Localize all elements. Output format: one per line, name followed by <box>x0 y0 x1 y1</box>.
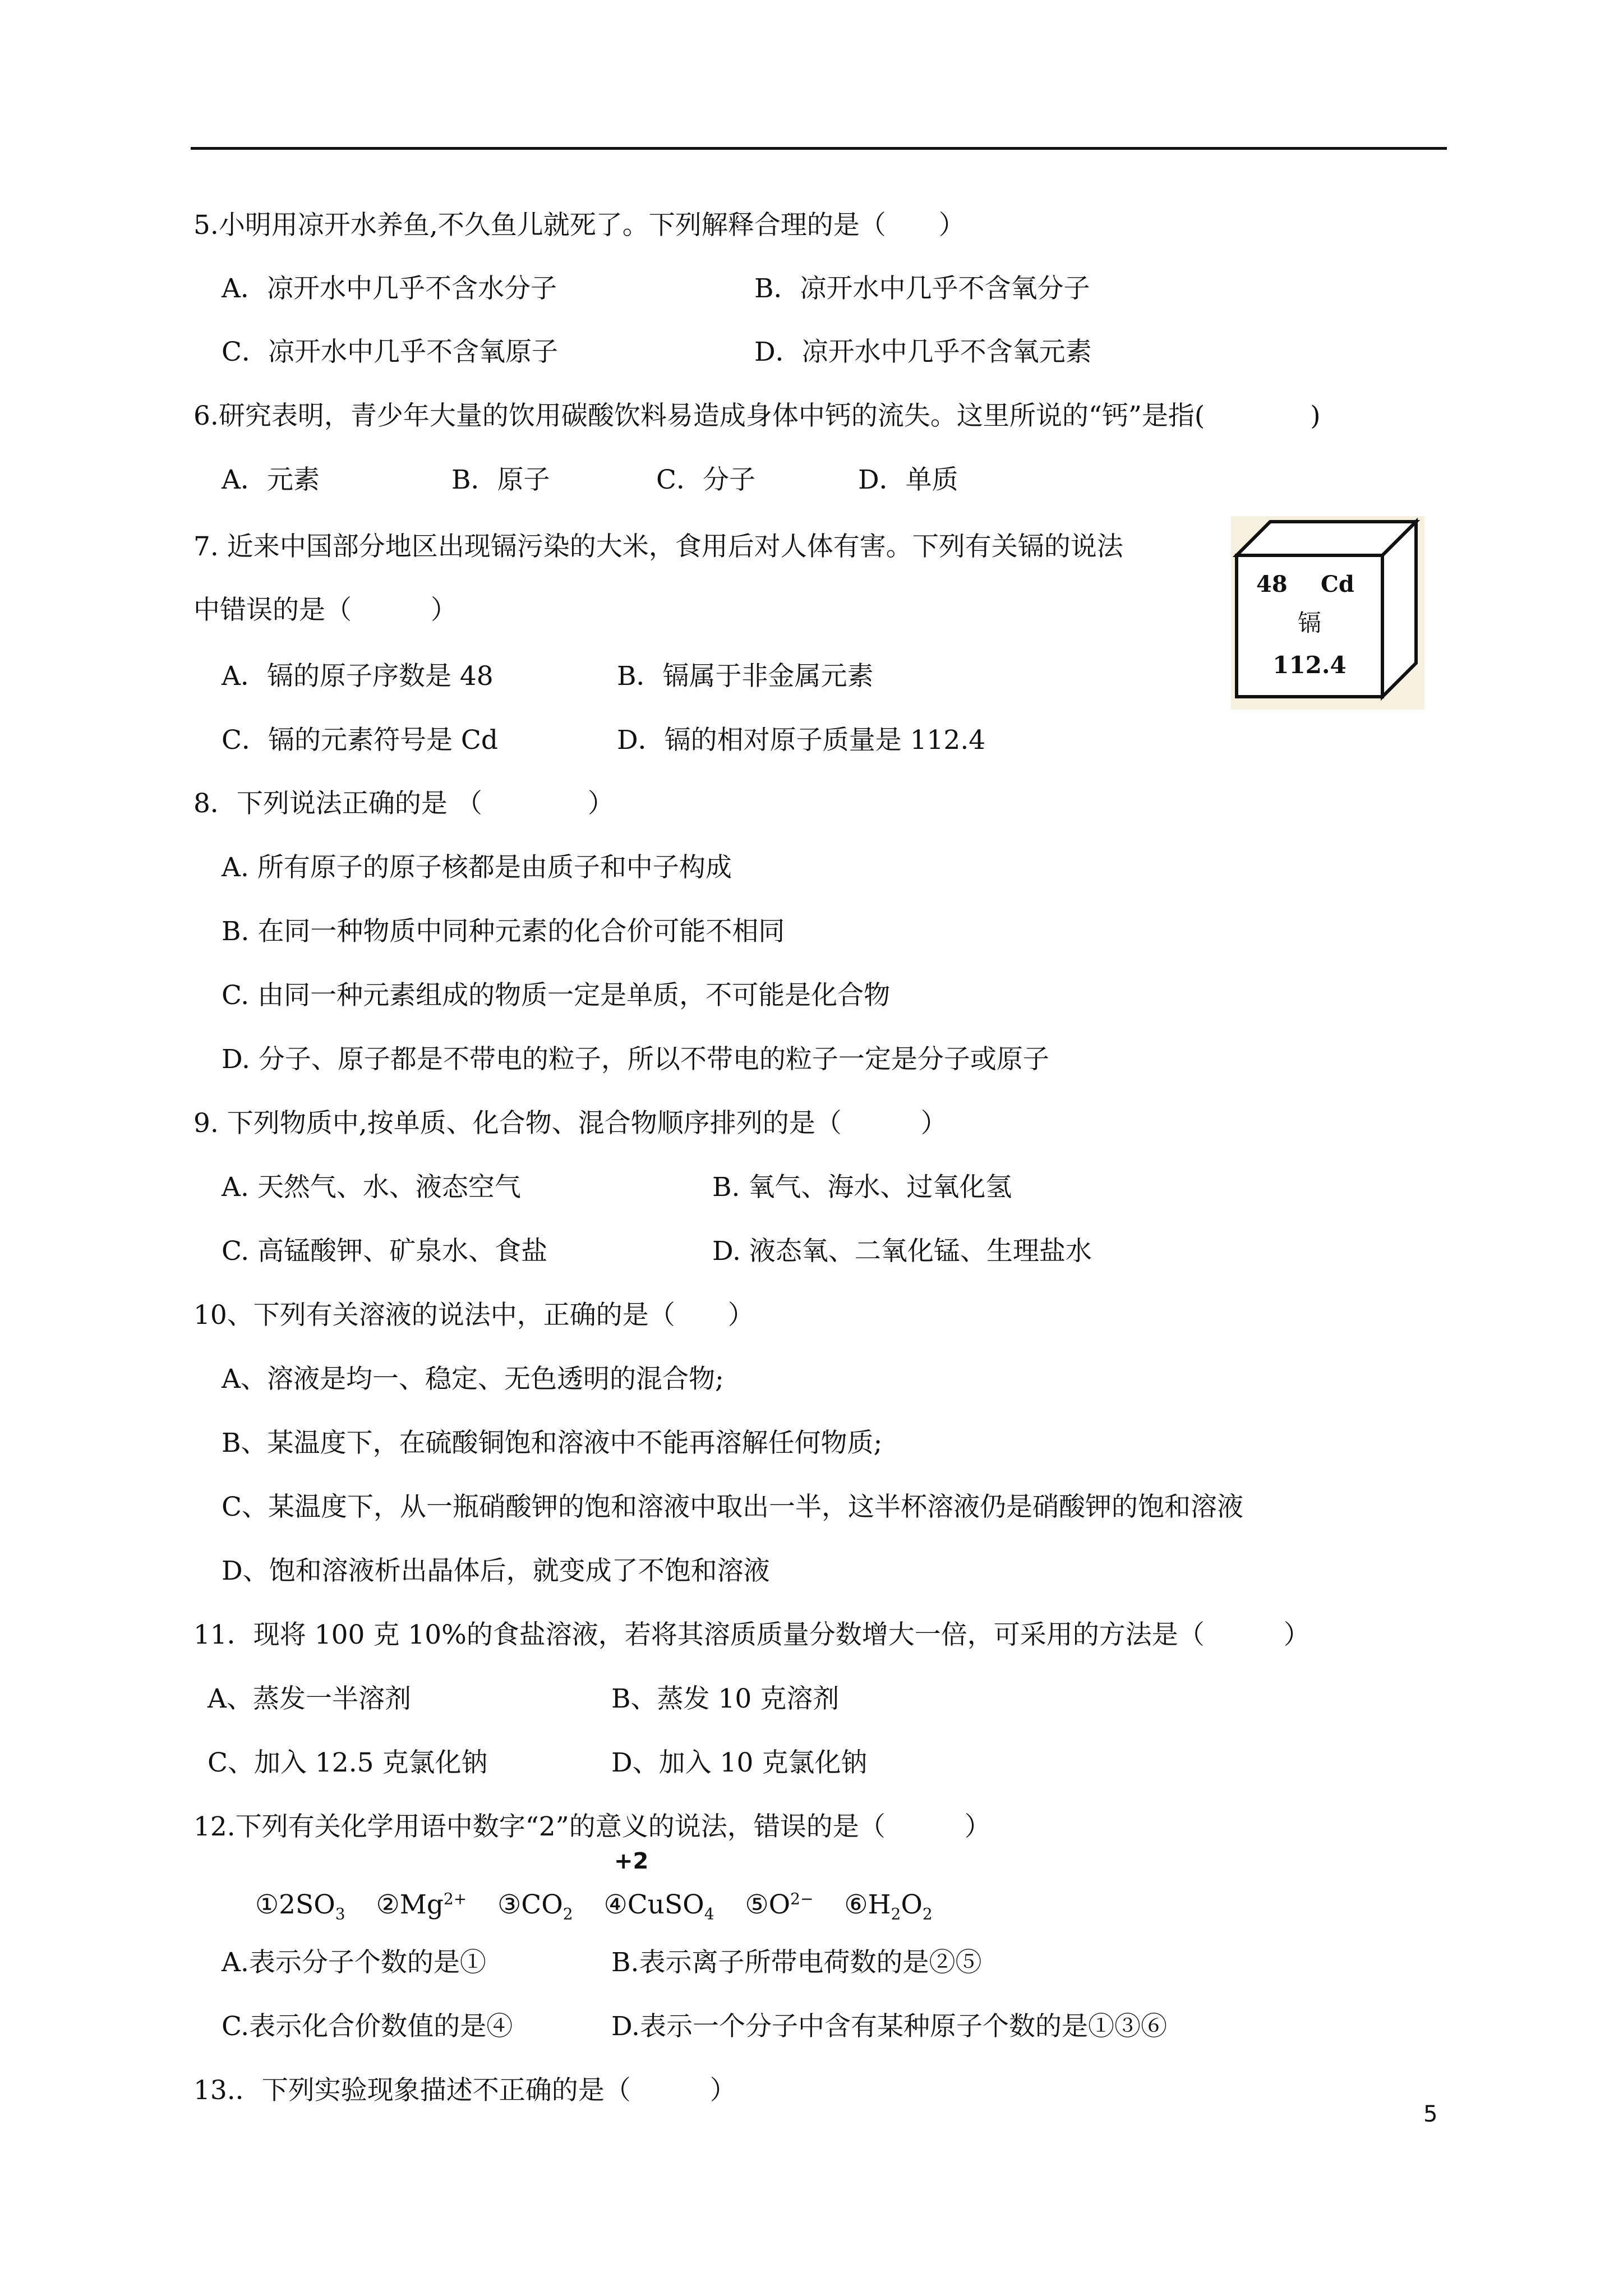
page-number: 5 <box>1423 2101 1438 2127</box>
q11-option-b: B、蒸发 10 克溶剂 <box>611 1683 840 1714</box>
question-13-stem: 13.．下列实验现象描述不正确的是（ ） <box>193 2075 736 2106</box>
question-11-stem: 11．现将 100 克 10%的食盐溶液，若将其溶质质量分数增大一倍，可采用的方法是（ ） <box>193 1619 1310 1650</box>
q7-option-c: C．镉的元素符号是 Cd <box>222 725 498 756</box>
q6-option-a: A．元素 <box>222 464 320 495</box>
formula-1: $①2SO_3$ <box>255 1889 345 1924</box>
question-5-stem: 5.小明用凉开水养鱼,不久鱼儿就死了。下列解释合理的是（ ） <box>193 210 965 241</box>
q12-option-d: D.表示一个分子中含有某种原子个数的是①③⑥ <box>611 2011 1167 2042</box>
formula-2: $②Mg^{2+}$ <box>376 1889 467 1920</box>
element-symbol: Cd <box>1321 571 1354 597</box>
formula-5: $⑤O^{2-}$ <box>745 1889 814 1920</box>
q12-option-c: C.表示化合价数值的是④ <box>222 2011 513 2042</box>
element-number: 48 <box>1256 571 1288 597</box>
q9-option-c: C. 高锰酸钾、矿泉水、食盐 <box>222 1236 548 1267</box>
formula-6: $⑥H_2O_2$ <box>844 1889 933 1924</box>
q10-option-d: D、饱和溶液析出晶体后，就变成了不饱和溶液 <box>222 1556 770 1586</box>
q7-option-d: D．镉的相对原子质量是 112.4 <box>617 725 986 756</box>
chemical-formulas <box>255 1882 933 1931</box>
header-rule <box>191 147 1447 150</box>
cadmium-element-card <box>1231 516 1424 710</box>
q7-option-a: A．镉的原子序数是 48 <box>222 661 494 692</box>
element-name: 镉 <box>1297 609 1322 637</box>
question-8-stem: 8．下列说法正确的是 （ ） <box>193 788 614 819</box>
q5-option-a: A．凉开水中几乎不含水分子 <box>222 273 557 304</box>
q12-option-b: B.表示离子所带电荷数的是②⑤ <box>611 1947 982 1978</box>
q10-option-c: C、某温度下，从一瓶硝酸钾的饱和溶液中取出一半，这半杯溶液仍是硝酸钾的饱和溶液 <box>222 1492 1243 1522</box>
formula-3: $③CO_2$ <box>497 1889 573 1924</box>
q8-option-b: B. 在同一种物质中同种元素的化合价可能不相同 <box>222 916 785 947</box>
element-mass: 112.4 <box>1272 651 1347 679</box>
question-7-stem-line2: 中错误的是（ ） <box>193 595 457 625</box>
q8-option-c: C. 由同一种元素组成的物质一定是单质，不可能是化合物 <box>222 980 891 1011</box>
question-12-stem: 12.下列有关化学用语中数字“2”的意义的说法，错误的是（ ） <box>193 1811 991 1842</box>
question-9-stem: 9. 下列物质中,按单质、化合物、混合物顺序排列的是（ ） <box>193 1108 947 1139</box>
q9-option-a: A. 天然气、水、液态空气 <box>222 1172 521 1203</box>
q9-option-b: B. 氧气、海水、过氧化氢 <box>712 1172 1012 1203</box>
formula-4: ④CuSO$_4$ <box>603 1889 714 1924</box>
q10-option-a: A、溶液是均一、稳定、无色透明的混合物; <box>222 1364 724 1395</box>
q6-option-c: C．分子 <box>656 464 755 495</box>
q5-option-b: B．凉开水中几乎不含氧分子 <box>754 273 1090 304</box>
q5-option-c: C．凉开水中几乎不含氧原子 <box>222 337 558 367</box>
q8-option-a: A. 所有原子的原子核都是由质子和中子构成 <box>222 852 732 883</box>
q7-option-b: B．镉属于非金属元素 <box>617 661 874 692</box>
q11-option-a: A、蒸发一半溶剂 <box>208 1683 411 1714</box>
q9-option-d: D. 液态氧、二氧化锰、生理盐水 <box>712 1236 1092 1267</box>
q5-option-d: D．凉开水中几乎不含氧元素 <box>754 337 1092 367</box>
question-10-stem: 10、下列有关溶液的说法中，正确的是（ ） <box>193 1300 754 1331</box>
q6-option-b: B．原子 <box>451 464 550 495</box>
q12-option-a: A.表示分子个数的是① <box>222 1947 486 1978</box>
q8-option-d: D. 分子、原子都是不带电的粒子，所以不带电的粒子一定是分子或原子 <box>222 1044 1049 1075</box>
question-6-stem: 6.研究表明，青少年大量的饮用碳酸饮料易造成身体中钙的流失。这里所说的“钙”是指( ) <box>193 401 1321 431</box>
valence-mark: +2 <box>614 1848 649 1874</box>
q6-option-d: D．单质 <box>858 464 958 495</box>
q11-option-c: C、加入 12.5 克氯化钠 <box>208 1747 488 1778</box>
q11-option-d: D、加入 10 克氯化钠 <box>611 1747 868 1778</box>
question-7-stem-line1: 7. 近来中国部分地区出现镉污染的大米，食用后对人体有害。下列有关镉的说法 <box>193 531 1123 562</box>
q10-option-b: B、某温度下，在硫酸铜饱和溶液中不能再溶解任何物质; <box>222 1428 883 1458</box>
